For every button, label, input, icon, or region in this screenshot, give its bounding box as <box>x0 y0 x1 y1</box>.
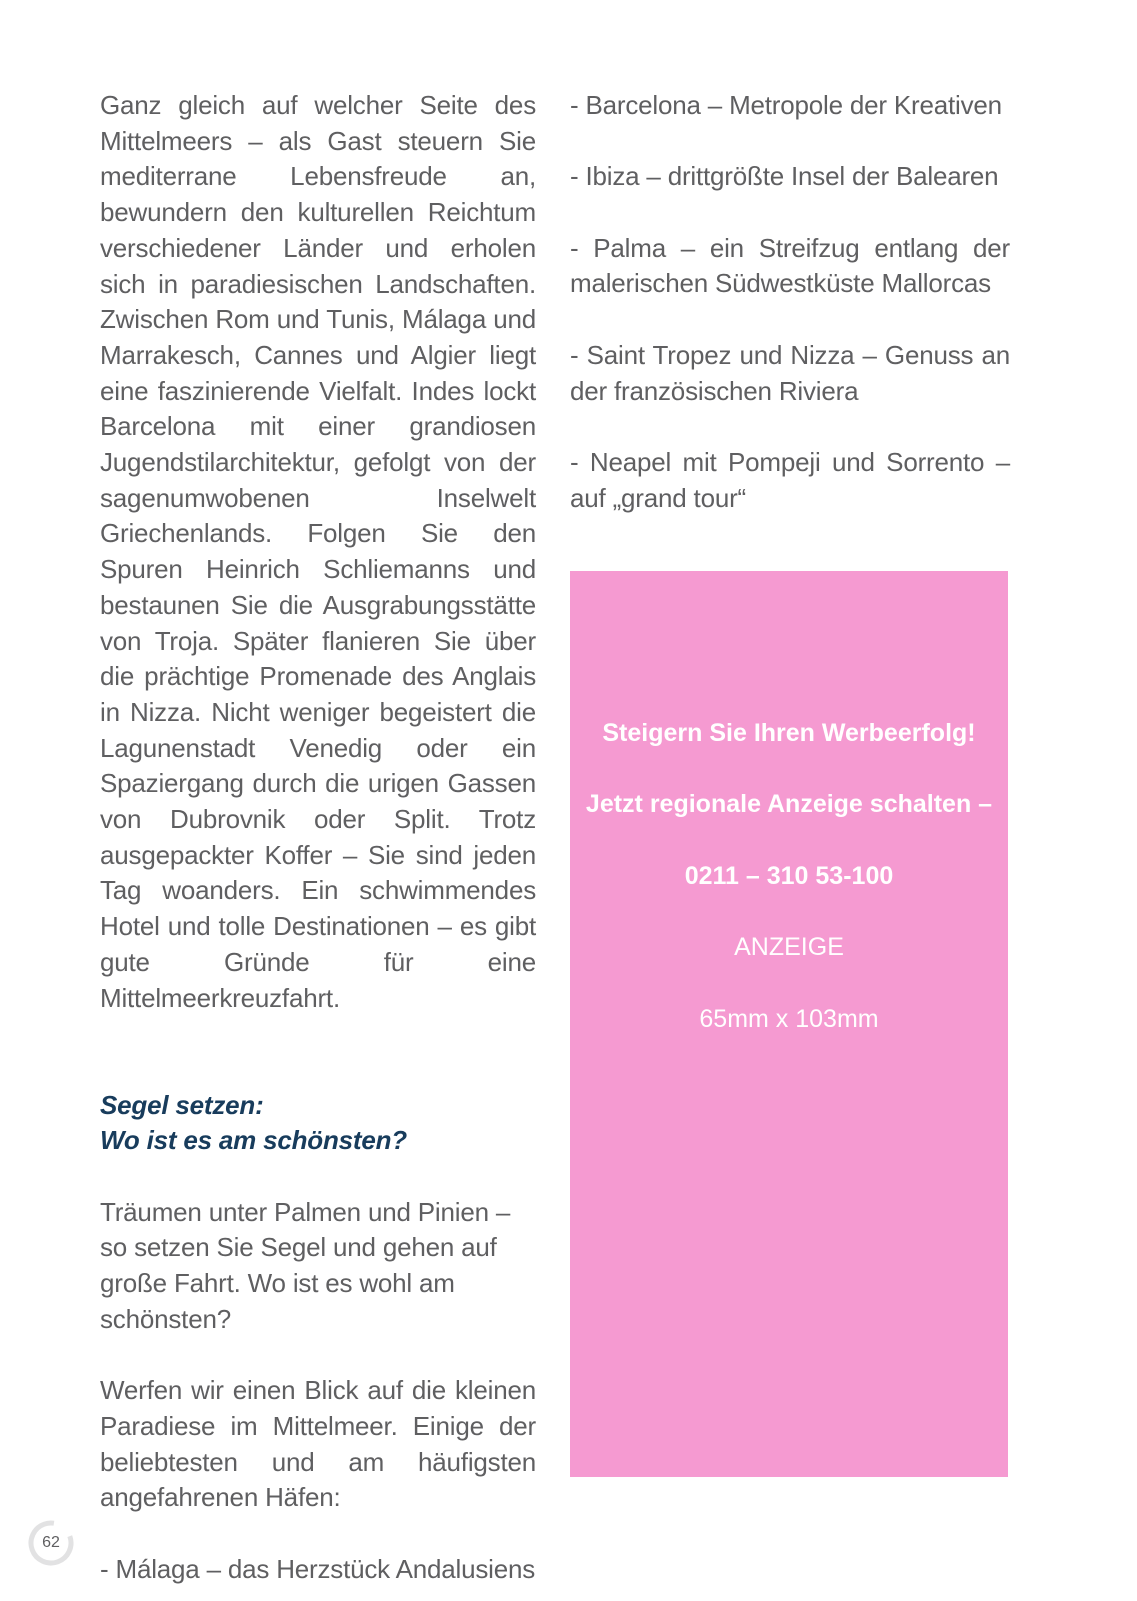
right-column <box>570 88 1010 516</box>
list-item-ibiza: - Ibiza – drittgrößte Insel der Balearen <box>570 161 999 192</box>
section-heading-line1: Segel setzen: <box>100 1089 264 1120</box>
ad-label: ANZEIGE <box>734 933 844 962</box>
paragraph-ports: Werfen wir einen Blick auf die kleinen Paradiese im Mittelmeer. Einige der beliebtesten und am häufigsten angefahrenen Häfen: <box>100 1375 536 1513</box>
intro-paragraph: Ganz gleich auf welcher Seite des Mittelmeers – als Gast steuern Sie mediterrane Lebensfreude an, bewundern den kulturellen Reichtum verschiedener Länder und erholen sich in paradiesischen Landschaften. Zwischen Rom und Tunis, Málaga und Marrakesch, Cannes und Algier liegt eine faszinierende Vielfalt. Indes lockt Barcelona mit einer grandiosen Jugendstilarchitektur, gefolgt von der sagenumwobenen Inselwelt Griechenlands. Folgen Sie den Spuren Heinrich Schliemanns und bestaunen Sie die Ausgrabungsstätte von Troja. Später flanieren Sie über die prächtige Promenade des Anglais in Nizza. Nicht weniger begeistert die Lagunenstadt Venedig oder ein Spaziergang durch die urigen Gassen von Dubrovnik oder Split. Trotz ausgepackter Koffer – Sie sind jeden Tag woanders. Ein schwimmendes Hotel und tolle Destinationen – es gibt gute Gründe für eine Mittelmeerkreuzfahrt. <box>100 90 536 1013</box>
section-heading-line2: Wo ist es am schönsten? <box>100 1125 407 1156</box>
page-number-badge <box>26 1518 76 1568</box>
list-item-neapel: - Neapel mit Pompeji und Sorrento – auf „grand tour“ <box>570 446 1010 513</box>
advertisement-box <box>570 571 1008 1477</box>
ad-headline: Steigern Sie Ihren Werbeerfolg! <box>602 719 976 747</box>
list-item-barcelona: - Barcelona – Metropole der Kreativen <box>570 90 1002 120</box>
page-number: 62 <box>42 1534 60 1551</box>
ad-size: 65mm x 103mm <box>699 1004 879 1033</box>
ad-phone-number: 0211 – 310 53-100 <box>684 861 894 890</box>
list-item-saint-tropez: - Saint Tropez und Nizza – Genuss an der französischen Riviera <box>570 339 1010 406</box>
list-item-malaga: - Málaga – das Herzstück Andalusiens <box>100 1553 536 1584</box>
ad-call-to-action: Jetzt regionale Anzeige schalten – <box>585 790 993 819</box>
left-column <box>100 88 536 1587</box>
list-item-palma: - Palma – ein Streifzug entlang der malerischen Südwestküste Mallorcas <box>570 232 1010 299</box>
paragraph-dream: Träumen unter Palmen und Pinien – so setzen Sie Segel und gehen auf große Fahrt. Wo ist es wohl am schönsten? <box>100 1196 511 1334</box>
